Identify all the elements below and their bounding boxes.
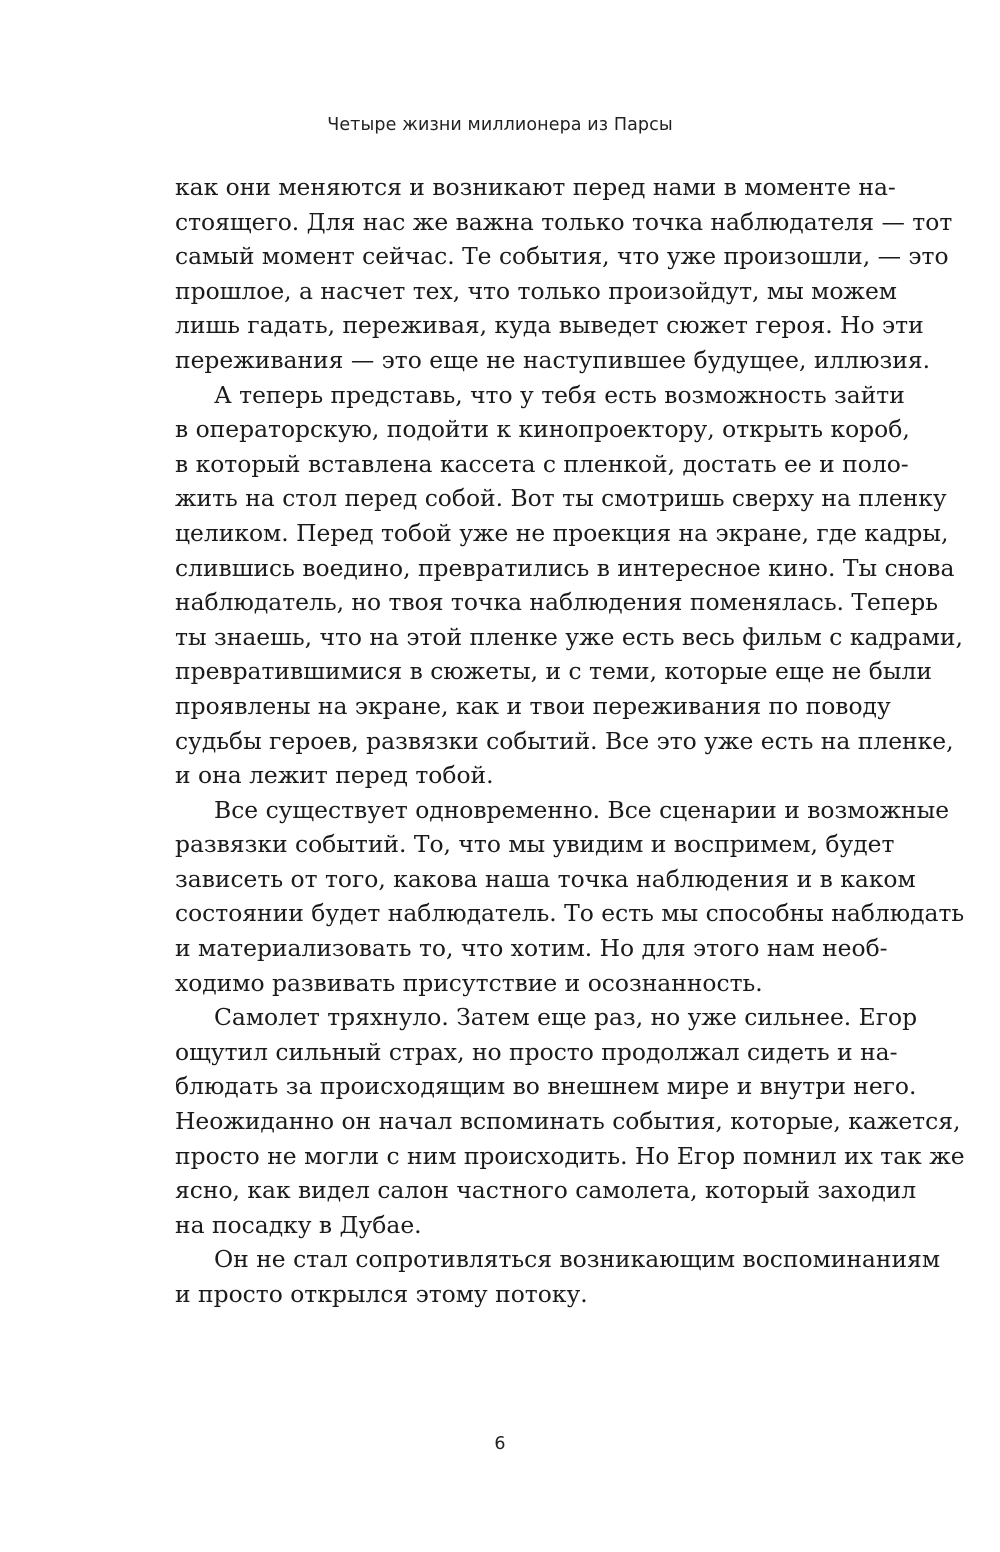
text-line: блюдать за происходящим во внешнем мире и внутри него. — [175, 1072, 917, 1101]
text-line: жить на стол перед собой. Вот ты смотришь сверху на пленку — [175, 484, 947, 513]
paragraph — [175, 1000, 965, 1242]
text-line: на посадку в Дубае. — [175, 1210, 422, 1239]
text-line: ощутил сильный страх, но просто продолжал сидеть и на- — [175, 1037, 898, 1066]
text-line: слившись воедино, превратились в интересное кино. Ты снова — [175, 553, 955, 582]
text-line: Он не стал сопротивляться возникающим воспоминаниям — [214, 1245, 941, 1274]
text-line: развязки событий. То, что мы увидим и воспримем, будет — [175, 830, 895, 859]
text-line: проявлены на экране, как и твои переживания по поводу — [175, 691, 891, 720]
text-line: ты знаешь, что на этой пленке уже есть весь фильм с кадрами, — [175, 622, 963, 651]
text-line: зависеть от того, какова наша точка наблюдения и в каком — [175, 864, 916, 893]
text-line: целиком. Перед тобой уже не проекция на экране, где кадры, — [175, 518, 949, 547]
running-header: Четыре жизни миллионера из Парсы — [327, 115, 673, 135]
text-line: стоящего. Для нас же важна только точка наблюдателя — тот — [175, 207, 953, 236]
text-line: Самолет тряхнуло. Затем еще раз, но уже сильнее. Егор — [214, 1003, 918, 1032]
paragraph — [175, 793, 965, 1001]
text-line: и материализовать то, что хотим. Но для этого нам необ- — [175, 934, 888, 963]
paragraph — [175, 170, 953, 378]
text-line: ходимо развивать присутствие и осознанность. — [175, 968, 763, 997]
text-line: А теперь представь, что у тебя есть возможность зайти — [214, 380, 905, 409]
paragraph — [175, 1242, 941, 1311]
text-line: состоянии будет наблюдатель. То есть мы способны наблюдать — [175, 899, 965, 928]
text-line: превратившимися в сюжеты, и с теми, которые еще не были — [175, 657, 932, 686]
body-text — [175, 170, 965, 1312]
text-line: Неожиданно он начал вспоминать события, которые, кажется, — [175, 1107, 961, 1136]
text-line: и она лежит перед тобой. — [175, 761, 494, 790]
paragraph — [175, 378, 963, 793]
text-line: и просто открылся этому потоку. — [175, 1280, 588, 1308]
text-line: Все существует одновременно. Все сценарии и возможные — [214, 795, 950, 824]
text-line: лишь гадать, переживая, куда выведет сюжет героя. Но эти — [175, 311, 924, 340]
text-line: самый момент сейчас. Те события, что уже произошли, — это — [175, 242, 949, 271]
text-line: прошлое, а насчет тех, что только произойдут, мы можем — [175, 276, 897, 305]
text-line: в операторскую, подойти к кинопроектору, открыть короб, — [175, 415, 910, 444]
text-line: как они меняются и возникают перед нами в моменте на- — [175, 173, 896, 201]
page-number: 6 — [494, 1434, 506, 1454]
text-line: переживания — это еще не наступившее будущее, иллюзия. — [175, 345, 931, 374]
text-line: просто не могли с ним происходить. Но Егор помнил их так же — [175, 1141, 965, 1170]
text-line: наблюдатель, но твоя точка наблюдения поменялась. Теперь — [175, 588, 939, 617]
text-line: судьбы героев, развязки событий. Все это уже есть на пленке, — [175, 726, 954, 755]
text-line: ясно, как видел салон частного самолета, который заходил — [175, 1176, 917, 1205]
text-line: в который вставлена кассета с пленкой, достать ее и поло- — [175, 449, 909, 478]
